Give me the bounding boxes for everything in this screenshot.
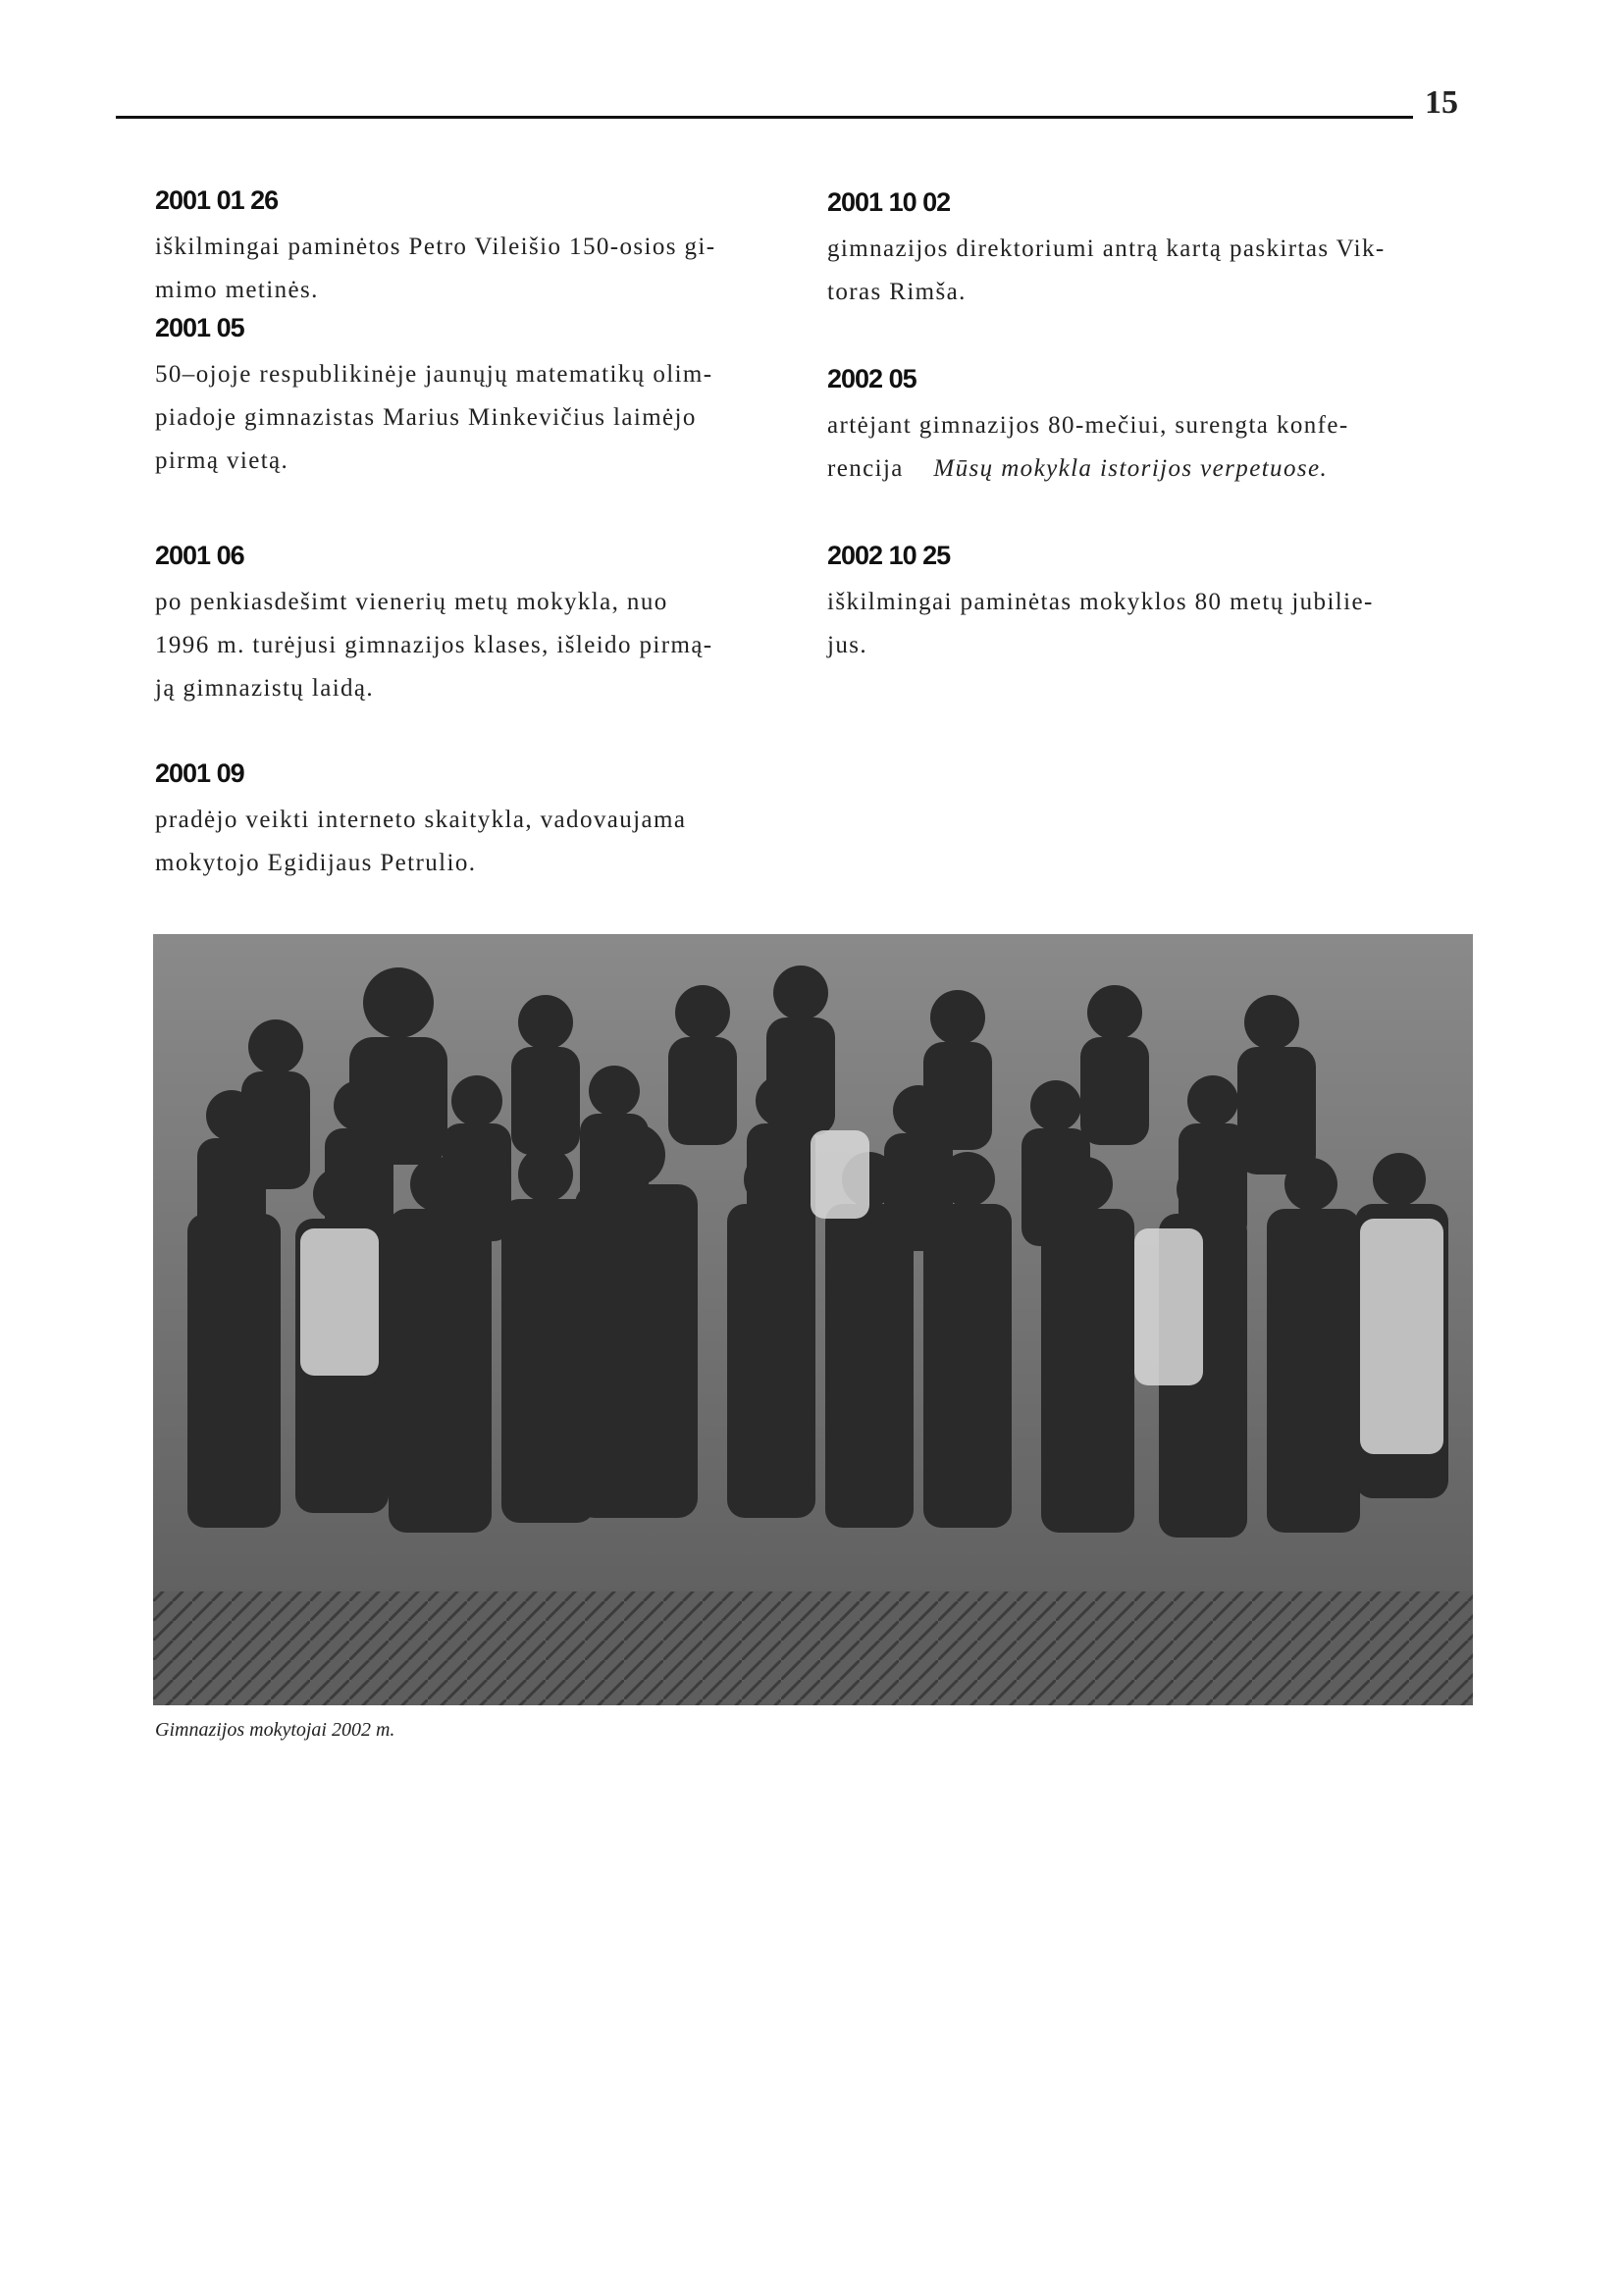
text-line: piadoje gimnazistas Marius Minkevičius laimėjo bbox=[155, 404, 697, 431]
text-line: jus. bbox=[827, 632, 868, 658]
text-line: mimo metinės. bbox=[155, 277, 319, 303]
text-line: gimnazijos direktoriumi antrą kartą paskirtas Vik- bbox=[827, 235, 1386, 262]
entry-date: 2001 09 bbox=[155, 758, 244, 788]
text-line: ją gimnazistų laidą. bbox=[155, 675, 375, 702]
entry-2001-09 bbox=[155, 757, 783, 885]
photo-caption: Gimnazijos mokytojai 2002 m. bbox=[155, 1719, 395, 1741]
group-photo-illustration bbox=[153, 934, 1473, 1705]
text-line: 50–ojoje respublikinėje jaunųjų matematikų olim- bbox=[155, 361, 713, 388]
entry-2002-05 bbox=[827, 363, 1465, 491]
entry-date: 2002 10 25 bbox=[827, 541, 951, 570]
group-photo bbox=[153, 934, 1473, 1705]
entry-2001-10-02 bbox=[827, 186, 1465, 314]
conference-title: Mūsų mokykla istorijos verpetuose. bbox=[933, 455, 1329, 482]
text-line: 1996 m. turėjusi gimnazijos klases, išleido pirmą- bbox=[155, 632, 713, 658]
header-rule bbox=[116, 116, 1413, 119]
entry-text bbox=[827, 228, 1465, 314]
text-line: iškilmingai paminėtas mokyklos 80 metų jubilie- bbox=[827, 589, 1374, 615]
text-line: toras Rimša. bbox=[827, 279, 967, 305]
entry-2001-05 bbox=[155, 312, 783, 483]
entry-text bbox=[155, 353, 783, 483]
text-line: pradėjo veikti interneto skaitykla, vadovaujama bbox=[155, 807, 687, 833]
entry-2001-06 bbox=[155, 540, 783, 710]
entry-date: 2002 05 bbox=[827, 364, 917, 393]
entry-date: 2001 01 26 bbox=[155, 185, 279, 215]
text-line bbox=[827, 447, 1465, 491]
entry-date: 2001 06 bbox=[155, 541, 244, 570]
page-number: 15 bbox=[1425, 84, 1458, 121]
entry-2001-01-26 bbox=[155, 184, 783, 312]
entry-text bbox=[155, 581, 783, 710]
entry-date: 2001 10 02 bbox=[827, 187, 951, 217]
entry-text bbox=[155, 799, 783, 885]
text-line: po penkiasdešimt vienerių metų mokykla, nuo bbox=[155, 589, 668, 615]
entry-2002-10-25 bbox=[827, 540, 1465, 667]
entry-text bbox=[827, 581, 1465, 667]
entry-text bbox=[155, 226, 783, 312]
text-line: iškilmingai paminėtos Petro Vileišio 150-osios gi- bbox=[155, 234, 716, 260]
text-line: artėjant gimnazijos 80-mečiui, surengta konfe- bbox=[827, 412, 1349, 439]
entry-text bbox=[827, 404, 1465, 491]
text-line: pirmą vietą. bbox=[155, 447, 289, 474]
text-prefix: rencija bbox=[827, 455, 904, 482]
entry-date: 2001 05 bbox=[155, 313, 244, 342]
text-line: mokytojo Egidijaus Petrulio. bbox=[155, 850, 477, 876]
